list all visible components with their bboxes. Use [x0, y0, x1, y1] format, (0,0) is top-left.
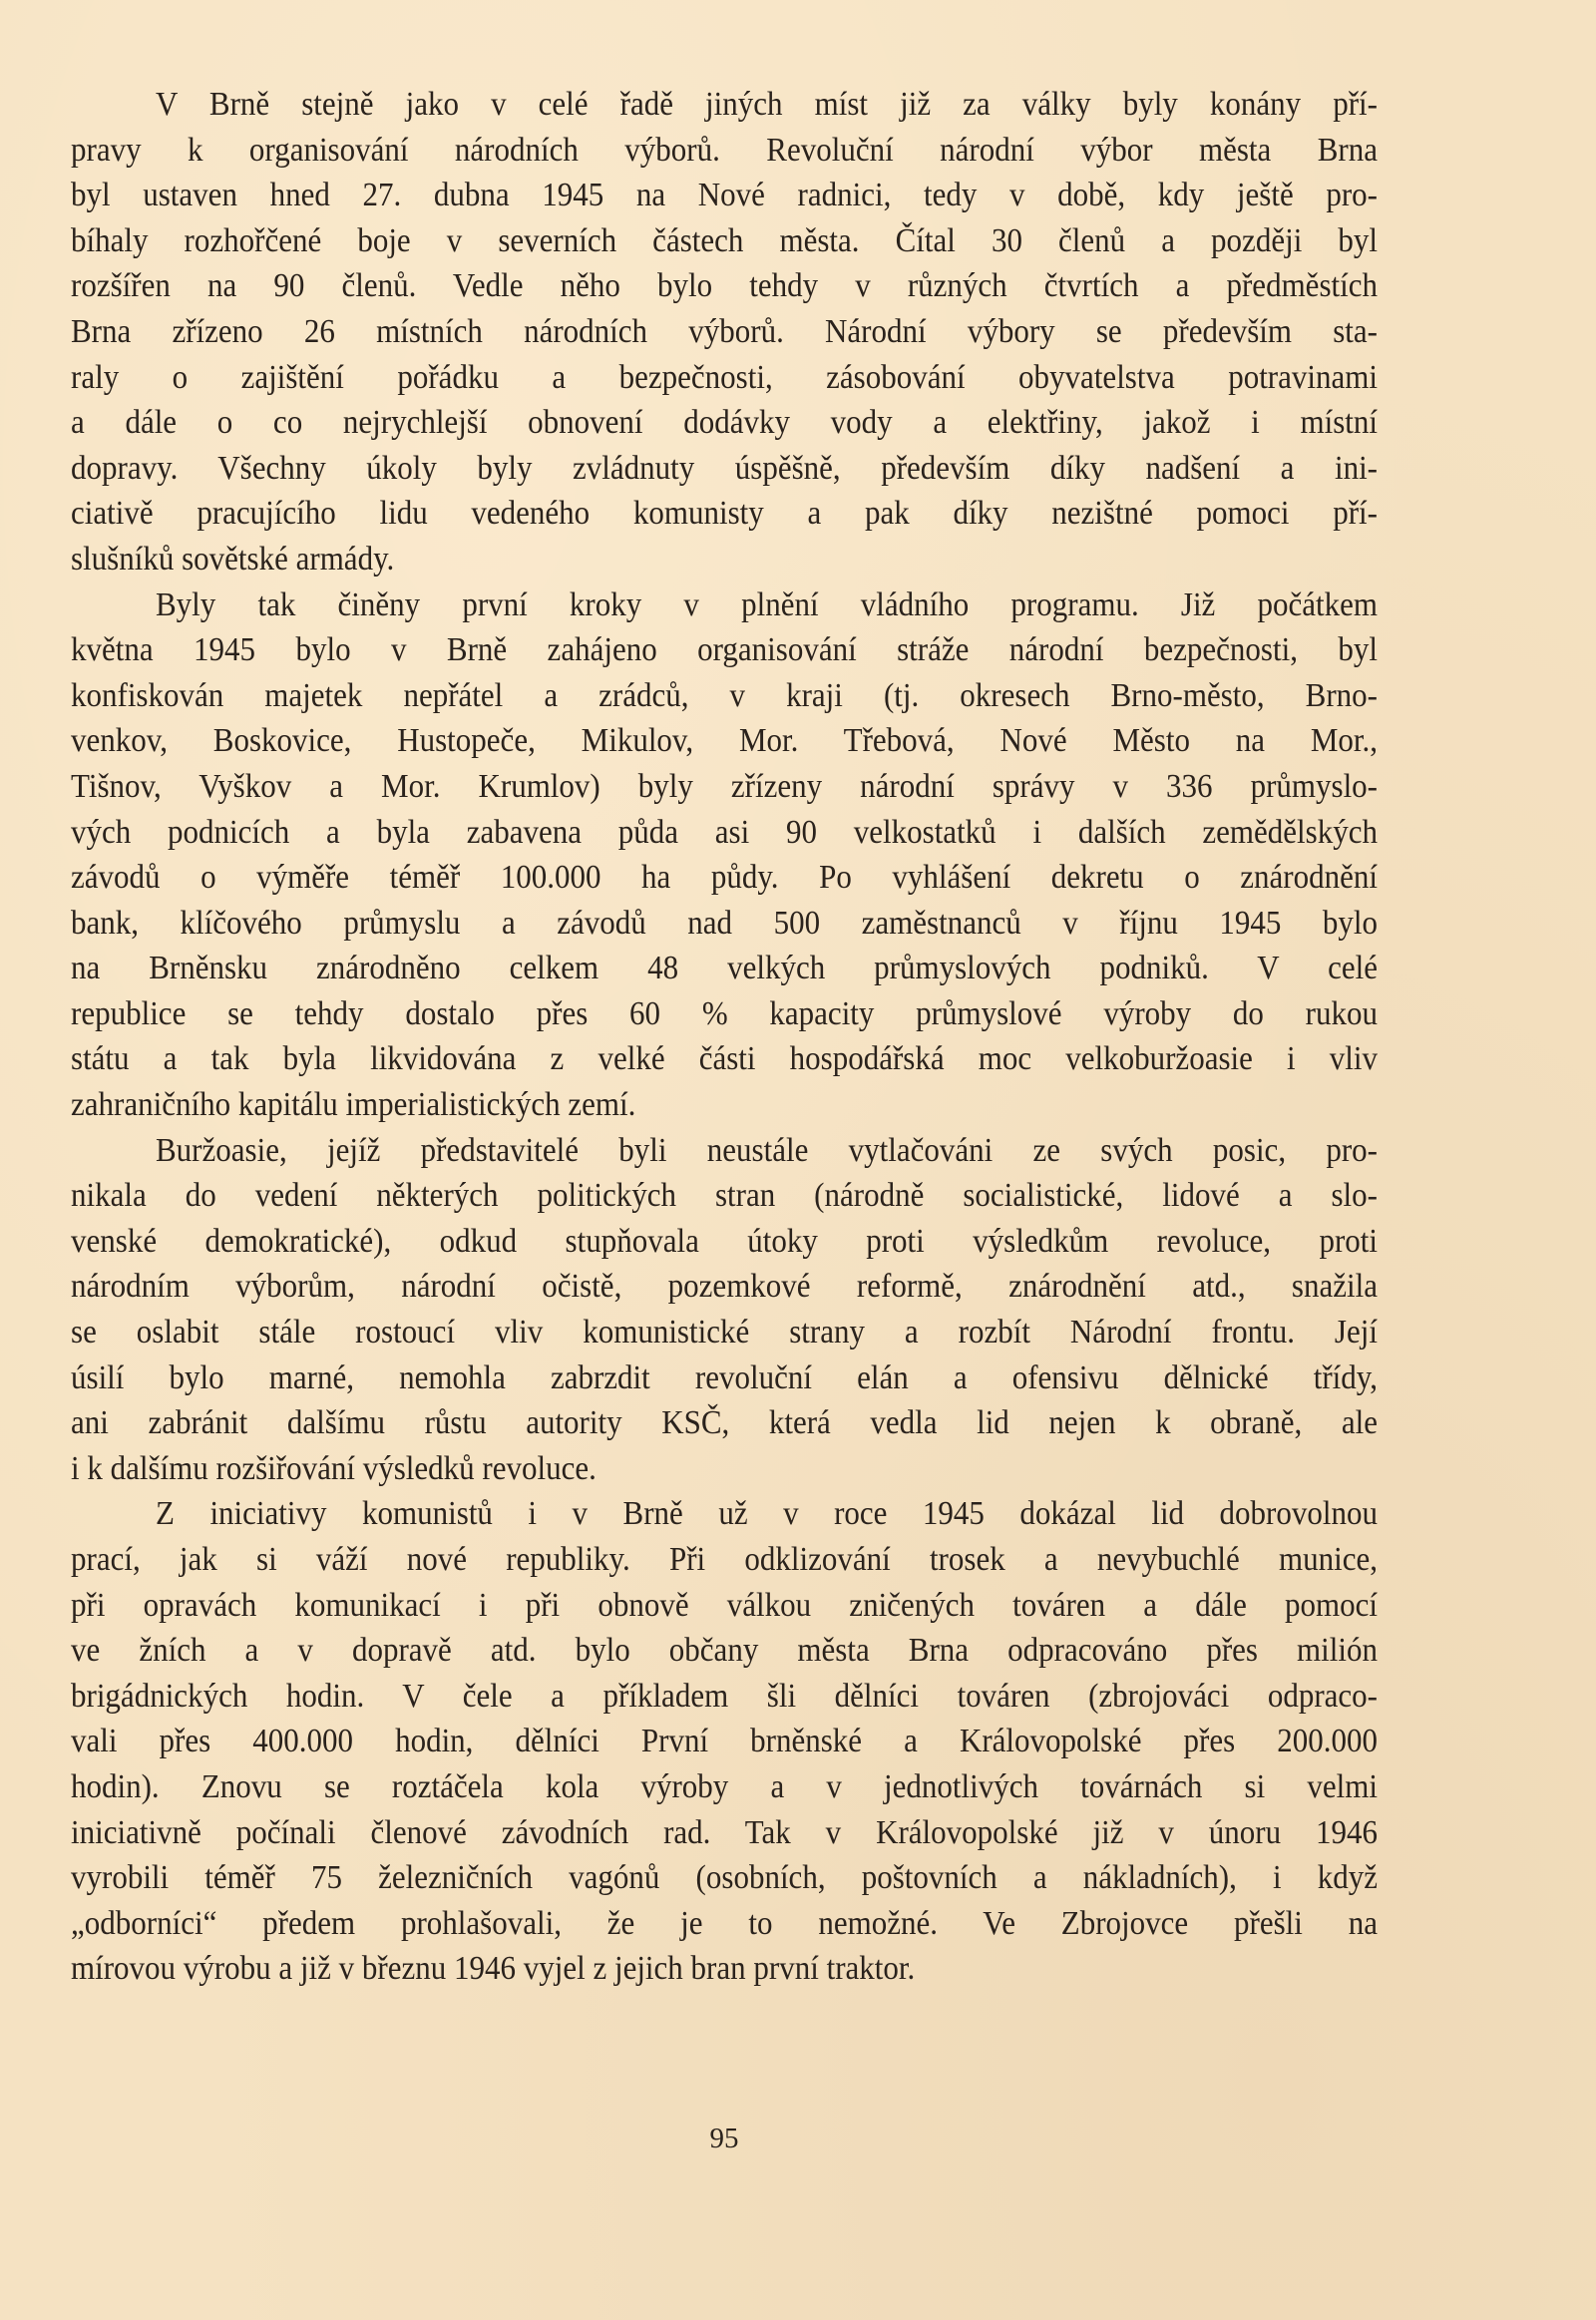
text-line: závodů o výměře téměř 100.000 ha půdy. Po vyhlášení dekretu o znárodnění	[71, 857, 1378, 896]
text-line: raly o zajištění pořádku a bezpečnosti, zásobování obyvatelstva potravinami	[71, 357, 1378, 395]
text-line: bíhaly rozhořčené boje v severních částech města. Čítal 30 členů a později byl	[71, 220, 1378, 259]
text-line: hodin). Znovu se roztáčela kola výroby a v jednotlivých továrnách si velmi	[71, 1766, 1378, 1805]
body-text	[71, 81, 1378, 1991]
text-line: ani zabránit dalšímu růstu autority KSČ, která vedla lid nejen k obraně, ale	[71, 1402, 1378, 1441]
text-line: vých podnicích a byla zabavena půda asi 90 velkostatků i dalších zemědělských	[71, 812, 1378, 850]
text-line: venkov, Boskovice, Hustopeče, Mikulov, Mor. Třebová, Nové Město na Mor.,	[71, 720, 1378, 759]
text-line: mírovou výrobu a již v březnu 1946 vyjel z jejich bran první traktor.	[71, 1948, 916, 1987]
text-line: vali přes 400.000 hodin, dělníci První brněnské a Královopolské přes 200.000	[71, 1721, 1378, 1759]
text-line: brigádnických hodin. V čele a příkladem šli dělníci továren (zbrojováci odpraco-	[71, 1676, 1378, 1715]
text-line: dopravy. Všechny úkoly byly zvládnuty úspěšně, především díky nadšení a ini-	[71, 448, 1378, 487]
text-line: ciativě pracujícího lidu vedeného komunisty a pak díky nezištné pomoci pří-	[71, 493, 1378, 532]
text-line: prací, jak si váží nové republiky. Při odklizování trosek a nevybuchlé munice,	[71, 1539, 1378, 1578]
text-line: se oslabit stále rostoucí vliv komunistické strany a rozbít Národní frontu. Její	[71, 1312, 1378, 1351]
paragraph	[71, 1490, 1378, 1991]
text-line: Tišnov, Vyškov a Mor. Krumlov) byly zřízeny národní správy v 336 průmyslo-	[71, 766, 1378, 805]
text-line: bank, klíčového průmyslu a závodů nad 500 zaměstnanců v říjnu 1945 bylo	[71, 903, 1378, 942]
text-line: Brna zřízeno 26 místních národních výborů. Národní výbory se především sta-	[71, 311, 1378, 350]
text-line: května 1945 bylo v Brně zahájeno organisování stráže národní bezpečnosti, byl	[71, 629, 1378, 668]
text-line: V Brně stejně jako v celé řadě jiných míst již za války byly konány pří-	[156, 84, 1378, 123]
text-line: iniciativně počínali členové závodních rad. Tak v Královopolské již v únoru 1946	[71, 1812, 1378, 1850]
text-line: pravy k organisování národních výborů. Revoluční národní výbor města Brna	[71, 130, 1378, 168]
page-number: 95	[709, 2123, 739, 2154]
text-line: venské demokratické), odkud stupňovala útoky proti výsledkům revoluce, proti	[71, 1221, 1378, 1260]
text-line: státu a tak byla likvidována z velké části hospodářská moc velkoburžoasie i vliv	[71, 1039, 1378, 1077]
text-line: národním výborům, národní očistě, pozemkové reformě, znárodnění atd., snažila	[71, 1267, 1378, 1305]
text-line: i k dalšímu rozšiřování výsledků revoluce.	[71, 1448, 597, 1487]
paragraph	[71, 1127, 1378, 1491]
text-line: vyrobili téměř 75 železničních vagónů (osobních, poštovních a nákladních), i když	[71, 1857, 1378, 1896]
text-line: Buržoasie, jejíž představitelé byli neustále vytlačováni ze svých posic, pro-	[156, 1130, 1378, 1169]
text-line: Byly tak činěny první kroky v plnění vládního programu. Již počátkem	[156, 584, 1378, 622]
text-line: ve žních a v dopravě atd. bylo občany města Brna odpracováno přes milión	[71, 1630, 1378, 1669]
text-line: úsilí bylo marné, nemohla zabrzdit revoluční elán a ofensivu dělnické třídy,	[71, 1357, 1378, 1396]
text-line: zahraničního kapitálu imperialistických zemí.	[71, 1084, 636, 1123]
text-line: při opravách komunikací i při obnově válkou zničených továren a dále pomocí	[71, 1585, 1378, 1623]
text-line: slušníků sovětské armády.	[71, 539, 395, 578]
paragraph	[71, 81, 1378, 581]
text-line: rozšířen na 90 členů. Vedle něho bylo tehdy v různých čtvrtích a předměstích	[71, 265, 1378, 304]
text-line: konfiskován majetek nepřátel a zrádců, v kraji (tj. okresech Brno-město, Brno-	[71, 675, 1378, 714]
text-line: byl ustaven hned 27. dubna 1945 na Nové radnici, tedy v době, kdy ještě pro-	[71, 175, 1378, 213]
text-line: a dále o co nejrychlejší obnovení dodávky vody a elektřiny, jakož i místní	[71, 402, 1378, 441]
paragraph	[71, 581, 1378, 1127]
text-line: na Brněnsku znárodněno celkem 48 velkých průmyslových podniků. V celé	[71, 948, 1378, 986]
text-line: Z iniciativy komunistů i v Brně už v roce 1945 dokázal lid dobrovolnou	[156, 1493, 1378, 1532]
text-line: republice se tehdy dostalo přes 60 % kapacity průmyslové výroby do rukou	[71, 993, 1378, 1032]
text-line: „odborníci“ předem prohlašovali, že je to nemožné. Ve Zbrojovce přešli na	[71, 1903, 1378, 1942]
text-line: nikala do vedení některých politických stran (národně socialistické, lidové a slo-	[71, 1175, 1378, 1214]
